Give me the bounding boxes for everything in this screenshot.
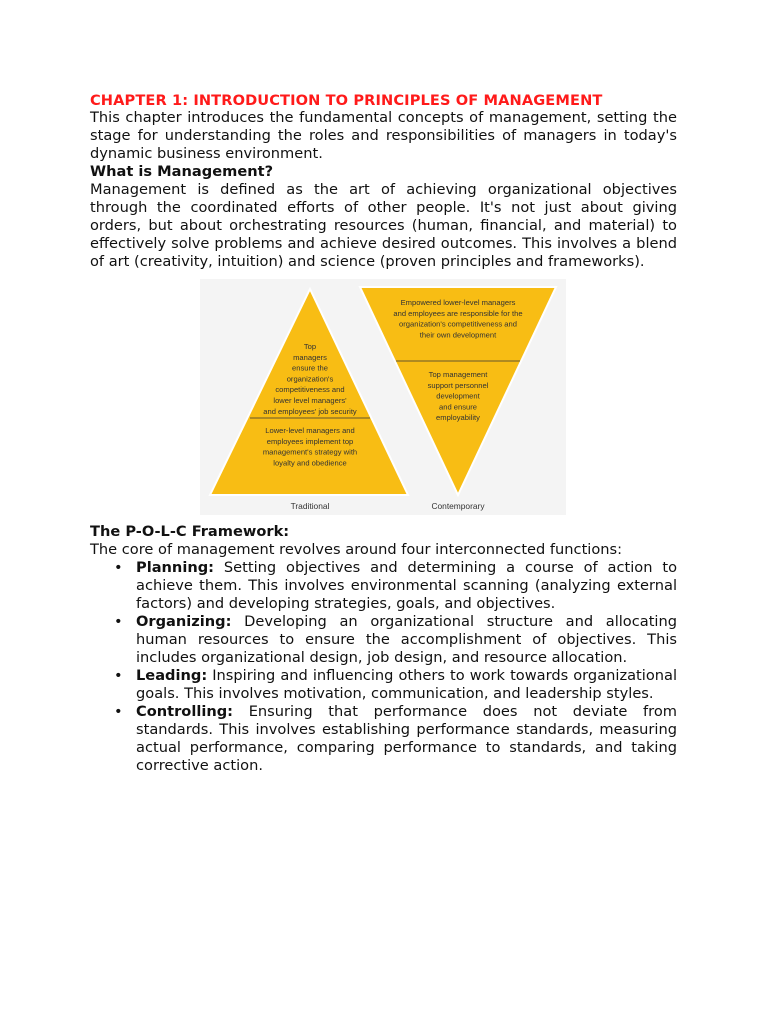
figure-text-line: employees implement top xyxy=(266,436,354,446)
figure-text-line: management's strategy with xyxy=(262,447,358,457)
figure-text-line: managers xyxy=(293,352,327,362)
bullet-icon: • xyxy=(114,559,123,576)
bullet-icon: • xyxy=(114,703,123,720)
polc-heading: The P-O-L-C Framework: xyxy=(90,523,290,540)
figure-text-line: organization's competitiveness and xyxy=(399,319,517,329)
figure-text-line: Lower-level managers and xyxy=(265,426,355,435)
figure-text-line: Top management xyxy=(428,370,488,379)
list-item-term: Controlling: xyxy=(136,703,234,720)
list-item-term: Planning: xyxy=(136,559,214,576)
figure-text-line: organization's xyxy=(286,374,334,384)
figure-text-line: employability xyxy=(436,413,480,423)
figure-text-line: Top xyxy=(303,342,317,351)
figure-text-line: support personnel xyxy=(427,380,489,390)
list-item xyxy=(114,559,677,613)
document-page xyxy=(90,92,677,775)
list-item-term: Organizing: xyxy=(136,613,232,630)
list-item-text: Developing an organizational structure and allocating human resources to ensure the accomplishment of objectives. This includes organizational design, job design, and resource allocation. xyxy=(136,613,677,666)
list-item xyxy=(114,703,677,775)
list-item xyxy=(114,613,677,667)
figure-text-line: and employees' job security xyxy=(263,406,357,416)
figure-text-line: development xyxy=(436,391,480,401)
pyramids-svg xyxy=(200,279,566,515)
contemporary-bottom-text xyxy=(428,370,489,422)
polc-list xyxy=(90,559,677,775)
figure-text-line: ensure the xyxy=(292,363,328,373)
what-is-management-body: Management is defined as the art of achieving organizational objectives through the coordinated efforts of other people. It's not just about giving orders, but about orchestrating resources (human, financial, and material) to effectively solve problems and achieve desired outcomes. This involves a blend of art (creativity, intuition) and science (proven principles and frameworks). xyxy=(90,181,677,270)
management-pyramids-figure xyxy=(200,279,566,515)
bullet-icon: • xyxy=(114,667,123,684)
figure-text-line: and employees are responsible for the xyxy=(393,308,523,318)
list-item-term: Leading: xyxy=(136,667,208,684)
figure-text-line: competitiveness and xyxy=(275,385,345,395)
traditional-caption: Traditional xyxy=(290,501,330,511)
chapter-title: CHAPTER 1: INTRODUCTION TO PRINCIPLES OF MANAGEMENT xyxy=(90,92,603,109)
traditional-bottom-text xyxy=(263,426,357,467)
figure-text-line: and ensure xyxy=(439,402,477,412)
contemporary-caption: Contemporary xyxy=(431,501,485,511)
figure-text-line: lower level managers' xyxy=(273,396,347,405)
list-item xyxy=(114,667,677,703)
list-item-text: Ensuring that performance does not deviate from standards. This involves establishing performance standards, measuring actual performance, comparing performance to standards, and taking corrective action. xyxy=(136,703,677,774)
list-item-text: Inspiring and influencing others to work towards organizational goals. This involves motivation, communication, and leadership styles. xyxy=(136,667,677,702)
bullet-icon: • xyxy=(114,613,123,630)
figure-text-line: their own development xyxy=(419,330,497,340)
chapter-intro: This chapter introduces the fundamental concepts of management, setting the stage for understanding the roles and responsibilities of managers in today's dynamic business environment. xyxy=(90,109,677,162)
figure-text-line: loyalty and obedience xyxy=(273,458,347,468)
what-is-management-heading: What is Management? xyxy=(90,163,274,180)
figure-text-line: Empowered lower-level managers xyxy=(400,298,516,307)
polc-intro: The core of management revolves around four interconnected functions: xyxy=(90,541,623,558)
list-item-text: Setting objectives and determining a course of action to achieve them. This involves environmental scanning (analyzing external factors) and developing strategies, goals, and objectives. xyxy=(136,559,677,612)
